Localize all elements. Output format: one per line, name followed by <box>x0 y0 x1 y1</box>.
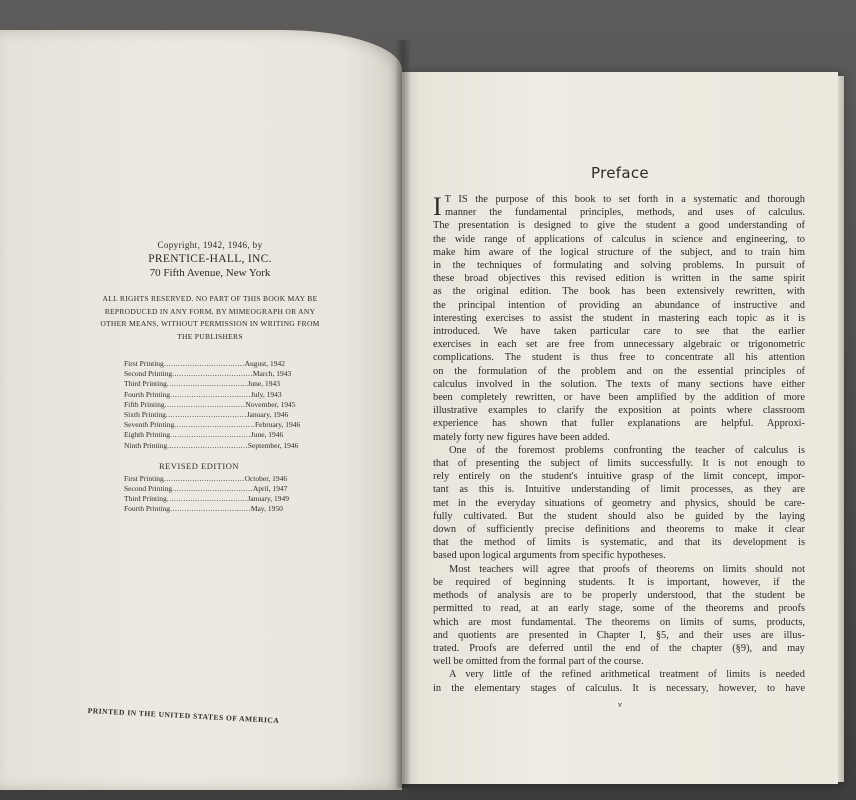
text-line: tant as this is. Intuitive understanding of limit processes, as they are <box>433 484 805 496</box>
printing-date: January, 1949 <box>247 494 290 504</box>
text-line: and quotients are presented in Chapter I, §5, and their uses are illus- <box>433 629 805 641</box>
text-line: exercises in each set are free from unnecessary algebraic or trigonometric <box>433 339 805 351</box>
text-line: Most teachers will agree that proofs of theorems on limits should not <box>449 563 805 575</box>
text-line: which are most fundamental. The theorems on limits of sums, products, <box>433 616 805 628</box>
printing-row: Fourth Printing .................................. May, 1950 <box>124 504 283 514</box>
printing-name: Second Printing <box>124 369 173 379</box>
text-line: permitted to read, at an early stage, some of the theorems and proofs <box>433 603 805 615</box>
rights-line: ALL RIGHTS RESERVED. NO PART OF THIS BOOK MAY BE <box>102 294 318 303</box>
printing-name: Ninth Printing <box>124 440 168 450</box>
printing-row: Second Printing .................................. March, 1943 <box>124 369 292 379</box>
copyright-line: Copyright, 1942, 1946, by <box>157 240 263 250</box>
book-gutter <box>396 40 410 788</box>
printing-date: February, 1946 <box>254 420 301 430</box>
text-line: the principal intention of providing an abundance of instructive and <box>433 299 805 311</box>
printing-row: First Printing .................................. October, 1946 <box>124 473 288 483</box>
publisher-name: PRENTICE-HALL, INC. <box>148 253 272 265</box>
text-line: be required of beginning students. It is important, however, if the <box>433 576 805 588</box>
preface-text <box>433 193 805 695</box>
text-line: introduced. We have taken particular care to see that the earlier <box>433 326 805 338</box>
text-line: T IS the purpose of this book to set forth in a systematic and thorough <box>444 194 805 205</box>
page-edge <box>838 76 844 782</box>
text-line: based upon logical arguments from specific hypotheses. <box>433 550 666 562</box>
text-line: One of the foremost problems confronting the teacher of calculus is <box>449 444 805 456</box>
text-line: met in the everyday situations of geometry and physics, should be care- <box>433 497 805 509</box>
printing-row: Eighth Printing .................................. June, 1946 <box>124 430 284 440</box>
text-line: on the formulation of the problem and on the essential principles of <box>433 365 805 377</box>
text-line: illustrative examples to clarify the exposition at points where classroom <box>433 405 805 417</box>
printing-date: April, 1947 <box>252 484 288 494</box>
drop-cap: I <box>433 192 442 221</box>
text-line: that of presenting the subject of limits successfully. It is not enough to <box>433 458 805 470</box>
printing-date: June, 1946 <box>250 430 284 440</box>
text-line: manner the fundamental principles, methods, and uses of calculus. <box>445 207 805 219</box>
text-line: been completely rewritten, or have been amplified by the addition of more <box>433 392 805 404</box>
printing-row: Fourth Printing .................................. July, 1943 <box>124 389 282 399</box>
printing-row: Sixth Printing .................................. January, 1946 <box>124 410 289 420</box>
printing-date: July, 1943 <box>250 389 282 399</box>
text-line: experience has shown that fuller explanations are helpful. Approxi- <box>433 418 805 430</box>
page-title: Preface <box>591 164 649 182</box>
publisher-address: 70 Fifth Avenue, New York <box>149 267 271 279</box>
printing-date: March, 1943 <box>252 369 292 379</box>
text-line: calculus involved in the solution. The texts of many sections have either <box>433 378 805 390</box>
printing-date: August, 1942 <box>244 359 285 368</box>
printing-row: Third Printing .................................. January, 1949 <box>124 494 290 504</box>
rights-line: REPRODUCED IN ANY FORM, BY MIMEOGRAPH OR ANY <box>104 306 316 316</box>
text-line: trated. Proofs are deferred until the end of the chapter (§9), and may <box>433 642 805 654</box>
copyright-block <box>88 238 332 515</box>
printing-date: June, 1943 <box>247 379 280 389</box>
printing-date: May, 1950 <box>250 504 283 514</box>
text-line: interesting exercises to assist the student in mastering each topic as it is <box>433 312 805 324</box>
printing-history <box>124 359 301 515</box>
page-number: v <box>618 700 622 709</box>
printing-row: First Printing .................................. August, 1942 <box>124 359 285 368</box>
text-line: The presentation is designed to give the student a good understanding of <box>433 220 805 232</box>
text-line: these broad objectives this revised edition is written in the same spirit <box>433 273 805 285</box>
printing-name: Second Printing <box>124 484 173 494</box>
printing-date: October, 1946 <box>244 473 288 483</box>
revised-edition-heading: REVISED EDITION <box>159 460 239 471</box>
printing-date: September, 1946 <box>247 440 299 450</box>
printing-name: First Printing <box>124 473 164 483</box>
text-line: rely entirely on the student's intuitive grasp of the limit concept, impor- <box>433 471 805 483</box>
text-line: down of sufficiently precise definitions and theorems to make it clear <box>433 524 805 536</box>
text-line: in the techniques of formulating and solving problems. In pursuit of <box>433 260 805 272</box>
text-line: that the method of limits is systematic, and that its development is <box>433 537 805 549</box>
printing-name: Third Printing <box>124 379 167 389</box>
printing-row: Third Printing .................................. June, 1943 <box>124 379 280 389</box>
printing-row: Seventh Printing .................................. February, 1946 <box>124 420 301 430</box>
printing-row: Ninth Printing .................................. September, 1946 <box>124 440 299 450</box>
text-line: fully cultivated. But the student should also be guided by the laying <box>433 510 805 522</box>
rights-line: THE PUBLISHERS <box>177 331 243 341</box>
printing-name: Fourth Printing <box>124 389 171 399</box>
text-line: make him aware of the logical structure of the subject, and to train him <box>433 246 805 258</box>
text-line: well be omitted from the formal part of the course. <box>433 656 644 668</box>
printing-name: Seventh Printing <box>124 420 175 430</box>
printing-row: Second Printing .................................. April, 1947 <box>124 484 288 494</box>
printing-date: November, 1945 <box>245 399 296 409</box>
rights-line: OTHER MEANS, WITHOUT PERMISSION IN WRITING FROM <box>100 319 320 328</box>
printing-name: Sixth Printing <box>124 410 166 420</box>
printing-date: January, 1946 <box>246 410 289 420</box>
printed-in-notice: PRINTED IN THE UNITED STATES OF AMERICA <box>87 706 280 726</box>
printing-name: Fifth Printing <box>124 399 165 409</box>
text-line: methods of analysis are to be properly understood, that the student be <box>433 590 805 602</box>
printing-name: Third Printing <box>124 494 167 504</box>
printing-name: First Printing <box>124 359 164 368</box>
text-line: the wide range of applications of calculus in science and engineering, to <box>433 233 805 245</box>
rights-notice <box>88 293 332 343</box>
printing-name: Fourth Printing <box>124 504 171 514</box>
printing-row: Fifth Printing .................................. November, 1945 <box>124 399 296 409</box>
printing-name: Eighth Printing <box>124 430 171 440</box>
text-line: as the original edition. The book has been extensively rewritten, with <box>433 286 805 298</box>
text-line: complications. The student is thus free to concentrate all his attention <box>433 352 805 364</box>
text-line: mately forty new figures have been added. <box>433 431 610 443</box>
text-line: A very little of the refined arithmetical treatment of limits is needed <box>449 669 805 681</box>
text-line: in the elementary stages of calculus. It is necessary, however, to have <box>433 682 805 694</box>
